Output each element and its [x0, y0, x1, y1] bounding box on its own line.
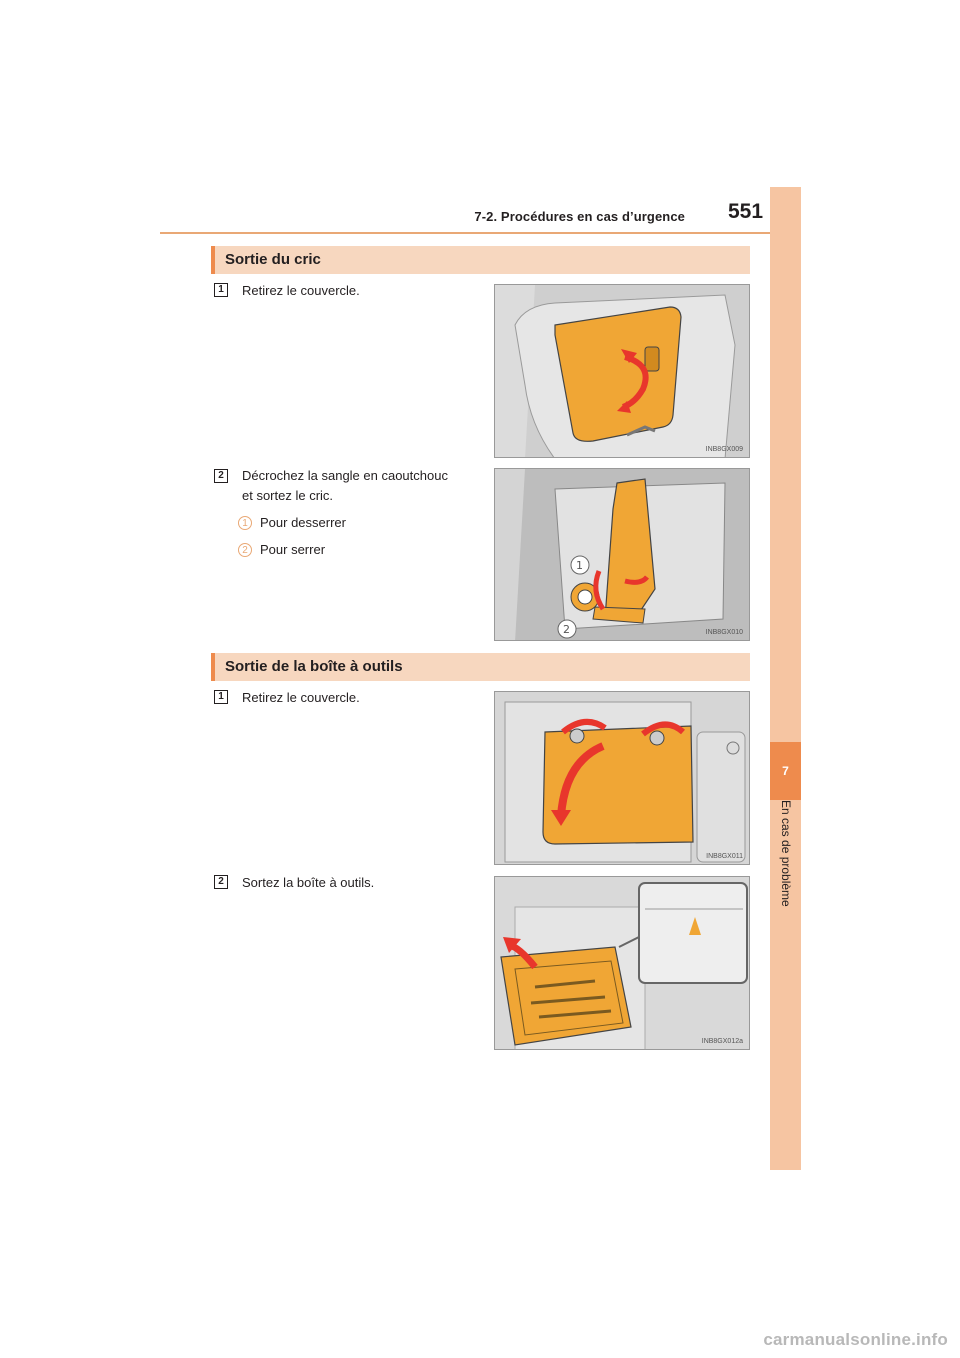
page-number: 551: [728, 200, 764, 223]
step-number: 2: [214, 875, 228, 889]
step-text: Retirez le couvercle.: [242, 283, 360, 298]
callout-text: Pour serrer: [260, 542, 326, 557]
section-header-toolbox: [211, 653, 750, 681]
figure-callout-1: 1: [576, 559, 583, 572]
figure-jack-cover: [494, 284, 750, 458]
step-number: 2: [214, 469, 228, 483]
step-text: Décrochez la sangle en caoutchouc et sortez le cric.: [242, 468, 448, 503]
section-header-jack: [211, 246, 750, 274]
header-rule: [160, 232, 800, 234]
callout-text: Pour desserrer: [260, 515, 346, 530]
figure-toolbox-cover: [494, 691, 750, 865]
watermark: carmanualsonline.info: [763, 1330, 948, 1349]
figure-code: INB8GX011: [706, 853, 743, 860]
side-chapter-number: 7: [770, 742, 801, 800]
step-text: Sortez la boîte à outils.: [242, 875, 375, 890]
side-tab: [770, 187, 801, 1170]
chapter-title: 7-2. Procédures en cas d’urgence: [474, 209, 685, 224]
figure-jack: [494, 468, 750, 641]
callout-number: 1: [238, 516, 252, 530]
callout-number: 2: [238, 543, 252, 557]
figure-toolbox: [494, 876, 750, 1050]
figure-code: INB8GX009: [705, 446, 743, 453]
section-title: Sortie du cric: [225, 251, 321, 268]
step-number: 1: [214, 283, 228, 297]
side-chapter-label: En cas de problème: [779, 800, 793, 907]
step-text: Retirez le couvercle.: [242, 690, 360, 705]
figure-callout-2: 2: [563, 623, 570, 636]
figure-code: INB8GX012a: [701, 1038, 743, 1045]
step-number: 1: [214, 690, 228, 704]
figure-code: INB8GX010: [705, 629, 743, 636]
section-title: Sortie de la boîte à outils: [225, 658, 403, 675]
